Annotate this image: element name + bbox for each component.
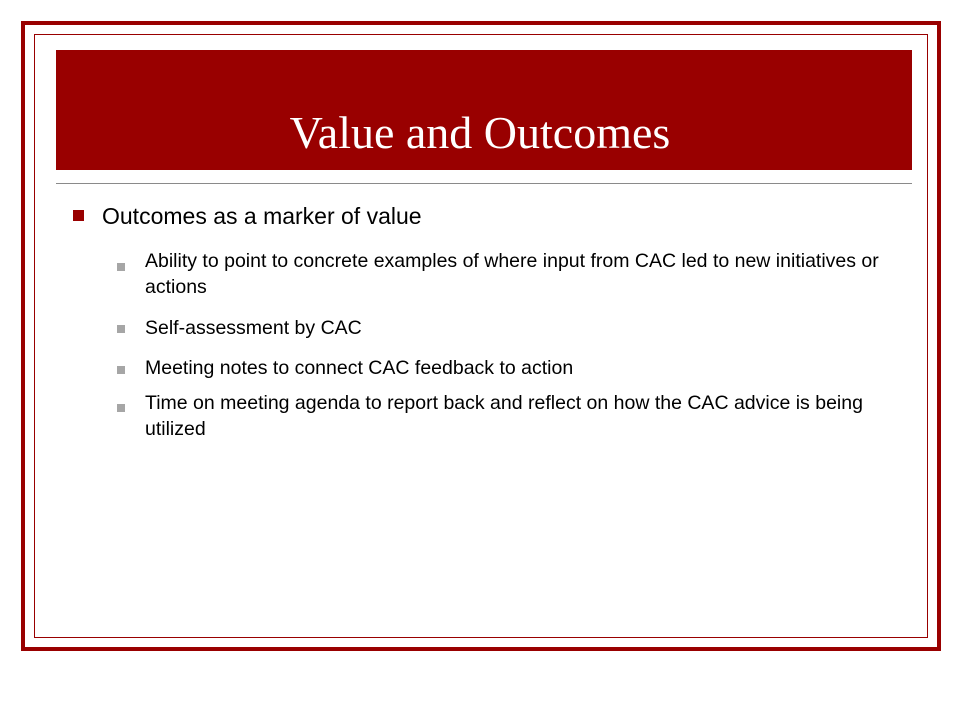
bullet-level-1: Outcomes as a marker of value [102,203,422,229]
bullet-level-2: Ability to point to concrete examples of where input from CAC led to new initiatives or actions [145,250,879,298]
title-divider [56,183,912,184]
square-bullet-icon [73,210,84,221]
bullet-level-2: Time on meeting agenda to report back and reflect on how the CAC advice is being utilized [145,392,863,440]
square-bullet-icon [117,404,125,412]
bullet-level-2: Meeting notes to connect CAC feedback to action [145,357,574,379]
square-bullet-icon [117,325,125,333]
square-bullet-icon [117,366,125,374]
square-bullet-icon [117,263,125,271]
bullet-level-2: Self-assessment by CAC [145,317,362,339]
slide-title: Value and Outcomes [289,107,671,158]
